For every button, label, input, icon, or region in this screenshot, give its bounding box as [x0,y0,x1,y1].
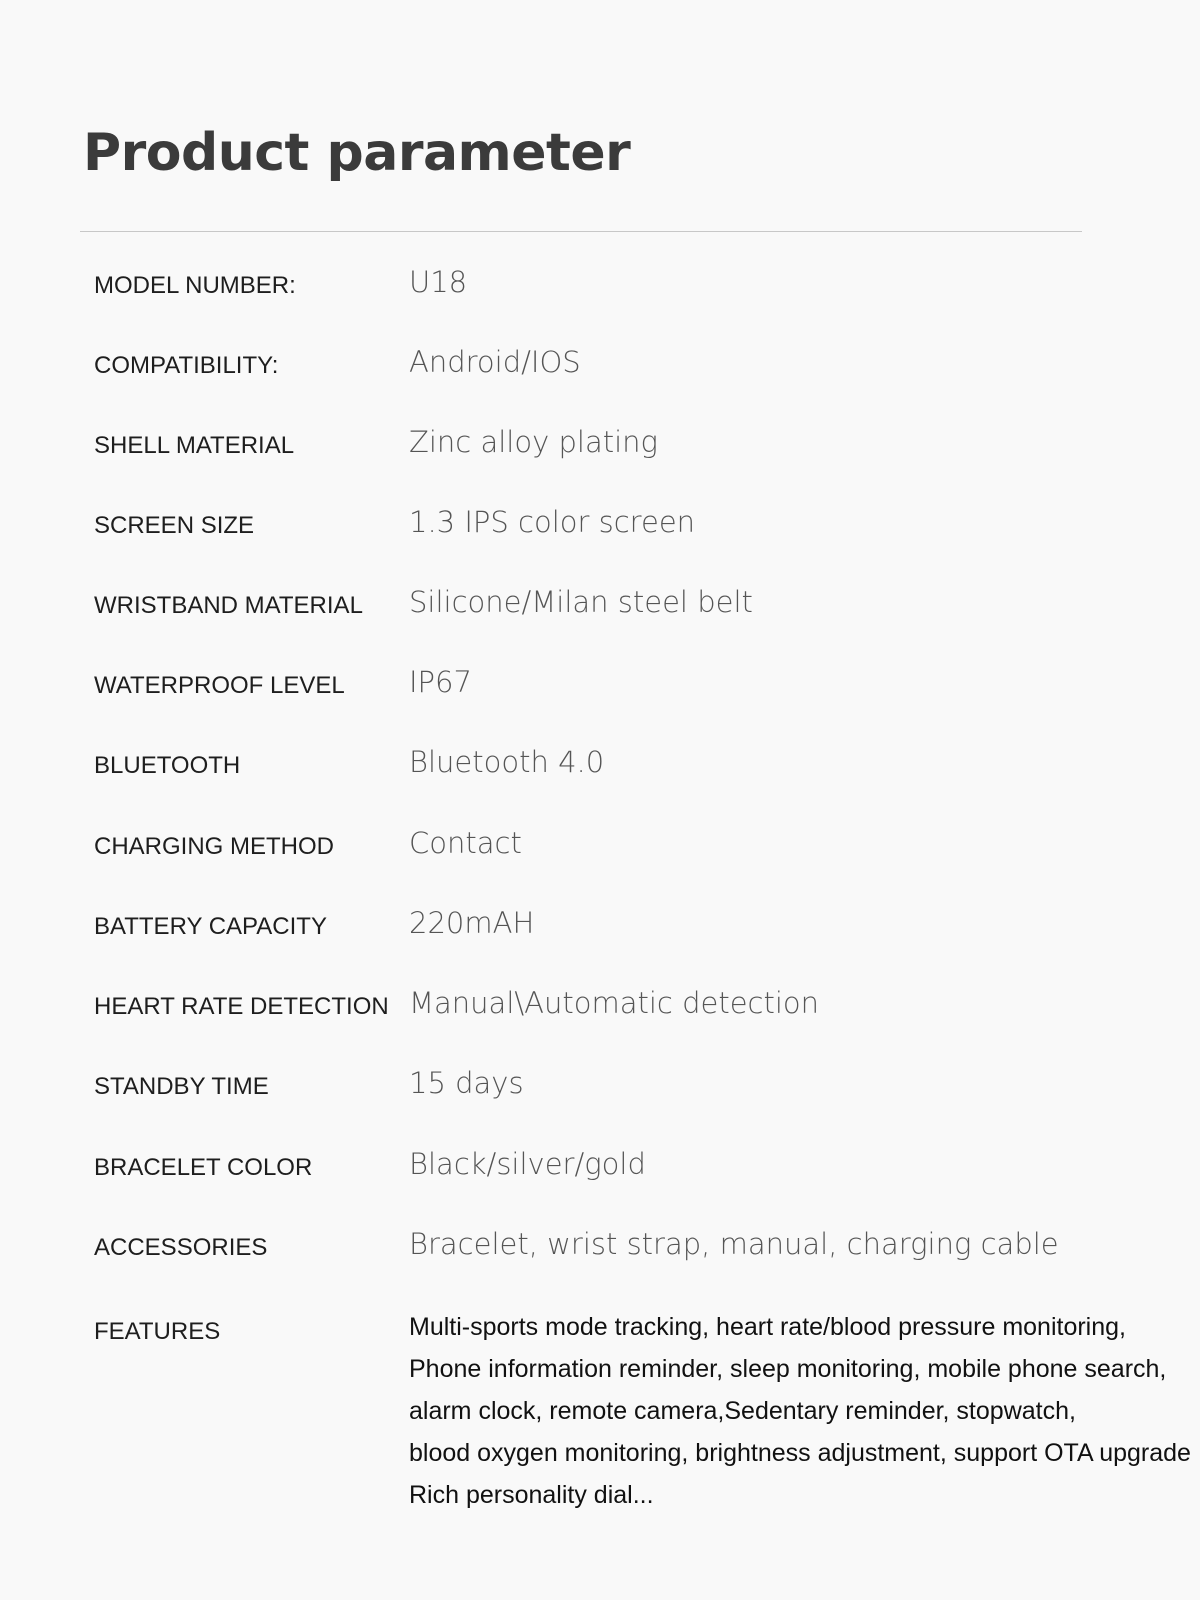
param-value: Manual\Automatic detection [409,986,820,1020]
param-value: 1.3 IPS color screen [409,505,696,539]
param-value: U18 [409,265,468,299]
param-row-shell-material [94,425,1194,478]
features-text [409,1306,1199,1516]
param-label: STANDBY TIME [94,1073,269,1100]
param-label: WRISTBAND MATERIAL [94,592,363,619]
param-row-standby-time [94,1066,1194,1119]
param-label: CHARGING METHOD [94,833,334,860]
features-line: Rich personality dial... [409,1481,654,1509]
features-line: blood oxygen monitoring, brightness adjustment, support OTA upgrade [409,1439,1191,1467]
param-row-accessories [94,1227,1194,1280]
param-label: SCREEN SIZE [94,512,255,539]
param-row-bluetooth [94,745,1194,798]
param-row-bracelet-color [94,1147,1194,1200]
param-value: Silicone/Milan steel belt [409,585,753,619]
param-label: BLUETOOTH [94,752,241,779]
param-row-model-number [94,265,1194,318]
param-label: ACCESSORIES [94,1234,268,1261]
param-row-wristband-material [94,585,1194,638]
param-row-battery-capacity [94,906,1194,959]
param-label: HEART RATE DETECTION [94,993,389,1020]
param-row-screen-size [94,505,1194,558]
features-label: FEATURES [94,1318,221,1345]
param-value: 220mAH [409,906,535,940]
param-label: BRACELET COLOR [94,1154,313,1181]
features-line: Phone information reminder, sleep monitoring, mobile phone search, [409,1355,1167,1383]
features-line: alarm clock, remote camera,Sedentary reminder, stopwatch, [409,1397,1076,1425]
param-row-heart-rate-detection [94,986,1194,1039]
param-value: Bracelet, wrist strap, manual, charging cable [409,1227,1059,1261]
page-title: Product parameter [83,123,631,183]
param-label: WATERPROOF LEVEL [94,672,345,699]
param-label: COMPATIBILITY: [94,352,279,379]
param-value: Zinc alloy plating [409,425,658,459]
features-line: Multi-sports mode tracking, heart rate/blood pressure monitoring, [409,1313,1126,1341]
param-value: IP67 [409,665,472,699]
param-label: MODEL NUMBER: [94,272,296,299]
param-value: Black/silver/gold [409,1147,646,1181]
param-row-waterproof-level [94,665,1194,718]
param-row-charging-method [94,826,1194,879]
param-label: SHELL MATERIAL [94,432,295,459]
param-row-compatibility [94,345,1194,398]
param-value: Bluetooth 4.0 [409,745,605,779]
param-value: Contact [409,826,522,860]
param-value: 15 days [409,1066,524,1100]
param-label: BATTERY CAPACITY [94,913,327,940]
title-divider [80,231,1082,232]
param-value: Android/IOS [409,345,581,379]
